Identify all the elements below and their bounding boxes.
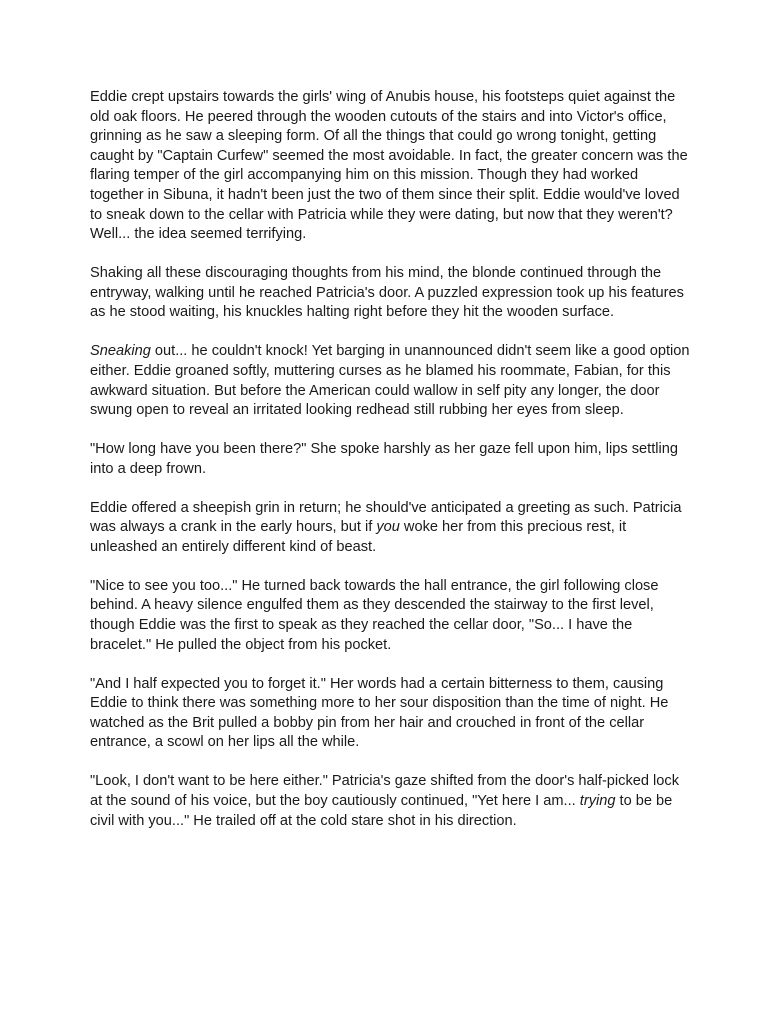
paragraph-3-italic-word: Sneaking — [90, 343, 151, 360]
paragraph-2 — [90, 264, 690, 323]
paragraph-6-text: "Nice to see you too..." He turned back towards the hall entrance, the girl following close behind. A heavy silence engulfed them as they descended the stairway to the first level, though Eddie was the first to speak as they reached the cellar door, "So... I have the bracelet." He pulled the object from his pocket. — [90, 577, 659, 653]
paragraph-4 — [90, 440, 690, 479]
paragraph-6 — [90, 577, 690, 655]
paragraph-8-italic-word: trying — [579, 792, 616, 809]
paragraph-8-text-start: "Look, I don't want to be here either." Patricia's gaze shifted from the door's half-picked lock at the sound of his voice, but the boy cautiously continued, "Yet here I am... — [90, 773, 680, 809]
paragraph-3-text: out... he couldn't knock! Yet barging in unannounced didn't seem like a good option either. Eddie groaned softly, muttering curses as he blamed his roommate, Fabian, for this awkward situation. But before the American could wallow in self pity any longer, the door swung open to reveal an irritated looking redhead still rubbing her eyes from sleep. — [90, 343, 690, 419]
story-text — [90, 88, 690, 851]
paragraph-8 — [90, 772, 690, 831]
paragraph-5 — [90, 499, 690, 558]
paragraph-1-text: Eddie crept upstairs towards the girls' wing of Anubis house, his footsteps quiet against the old oak floors. He peered through the wooden cutouts of the stairs and into Victor's office, grinning as he saw a sleeping form. Of all the things that could go wrong tonight, getting caught by "Captain Curfew" seemed the most avoidable. In fact, the greater concern was the flaring temper of the girl accompanying him on this mission. Though they had worked together in Sibuna, it hadn't been just the two of them since their split. Eddie would've loved to sneak down to the cellar with Patricia while they were dating, but now that they weren't? Well... the idea seemed terrifying. — [90, 89, 688, 243]
paragraph-3 — [90, 342, 690, 420]
paragraph-1 — [90, 88, 690, 245]
paragraph-4-text: "How long have you been there?" She spoke harshly as her gaze fell upon him, lips settling into a deep frown. — [90, 441, 678, 477]
paragraph-8-text-end: to be be civil with you..." He trailed off at the cold stare shot in his direction. — [90, 792, 673, 829]
paragraph-7 — [90, 675, 690, 753]
paragraph-5-text-end: woke her from this precious rest, it unleashed an entirely different kind of beast. — [90, 519, 627, 555]
paragraph-5-italic-word: you — [376, 519, 400, 536]
paragraph-2-text: Shaking all these discouraging thoughts from his mind, the blonde continued through the entryway, walking until he reached Patricia's door. A puzzled expression took up his features as he stood waiting, his knuckles halting right before they hit the wooden surface. — [90, 265, 684, 321]
paragraph-5-text-start: Eddie offered a sheepish grin in return; he should've anticipated a greeting as such. Patricia was always a crank in the early hours, but if — [90, 499, 682, 536]
paragraph-7-text: "And I half expected you to forget it." Her words had a certain bitterness to them, causing Eddie to think there was something more to her sour disposition than the time of night. He watched as the Brit pulled a bobby pin from her hair and crouched in front of the cellar entrance, a scowl on her lips all the while. — [90, 675, 669, 751]
